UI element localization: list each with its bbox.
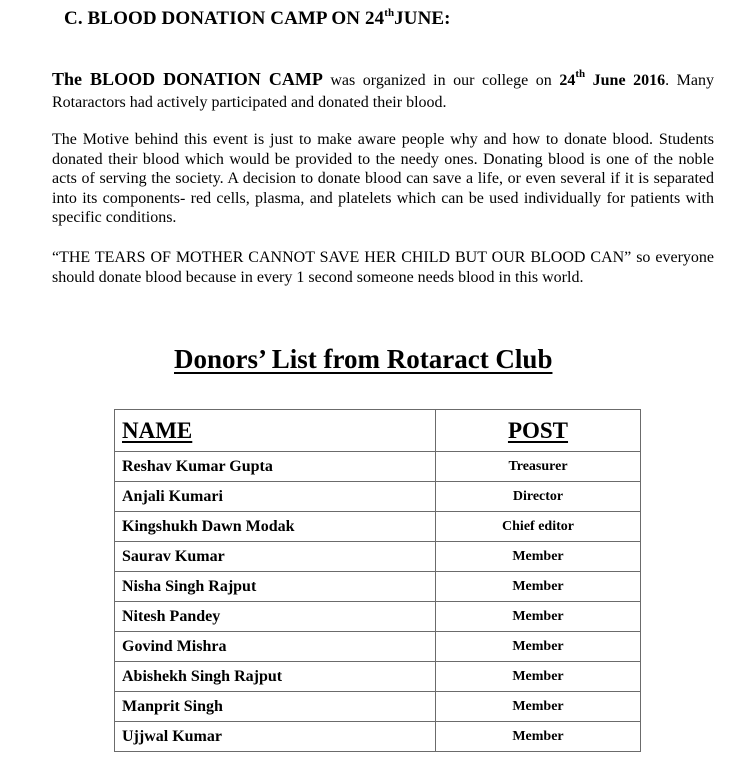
- donor-name-cell: Abishekh Singh Rajput: [115, 662, 436, 692]
- event-date-superscript: th: [575, 68, 586, 80]
- table-row: [115, 692, 641, 722]
- donor-list-title: Donors’ List from Rotaract Club: [174, 344, 553, 374]
- donor-post-cell: Member: [436, 602, 641, 632]
- donor-post-cell: Chief editor: [436, 512, 641, 542]
- event-date: [559, 68, 666, 89]
- donor-post-cell: Member: [436, 722, 641, 752]
- donor-post-cell: Member: [436, 632, 641, 662]
- event-date-day: 24: [559, 72, 576, 89]
- donor-post-cell: Member: [436, 692, 641, 722]
- table-row: [115, 482, 641, 512]
- table-row: [115, 722, 641, 752]
- intro-text-a: was organized in our college on: [322, 72, 560, 89]
- motive-paragraph: The Motive behind this event is just to make aware people why and how to donate blood. Students donated their blood which would be provided to the needy ones. Donating blood is one of the noble acts of serving the society. A decision to donate blood can save a life, or even several if it is separated into its components- red cells, plasma, and platelets which can be used individually for patients with specific conditions.: [52, 131, 714, 226]
- post-column-header: POST: [436, 410, 641, 452]
- event-name: The BLOOD DONATION CAMP: [52, 69, 323, 89]
- table-row: [115, 512, 641, 542]
- table-header-row: [115, 410, 641, 452]
- donor-name-cell: Govind Mishra: [115, 632, 436, 662]
- event-date-rest: June 2016: [585, 72, 666, 89]
- heading-prefix: C. BLOOD DONATION CAMP ON 24: [64, 8, 385, 29]
- table-row: [115, 452, 641, 482]
- section-heading: [64, 8, 451, 30]
- table-row: [115, 602, 641, 632]
- quote-paragraph: “THE TEARS OF MOTHER CANNOT SAVE HER CHILD BUT OUR BLOOD CAN” so everyone should donate blood because in every 1 second someone needs blood in this world.: [52, 249, 714, 286]
- donor-name-cell: Manprit Singh: [115, 692, 436, 722]
- donor-name-cell: Ujjwal Kumar: [115, 722, 436, 752]
- table-row: [115, 632, 641, 662]
- heading-superscript: th: [384, 7, 395, 19]
- table-row: [115, 572, 641, 602]
- table-row: [115, 662, 641, 692]
- intro-text-b: . Many Rotaractors had actively participated and donated their blood.: [52, 72, 714, 111]
- donor-post-cell: Treasurer: [436, 452, 641, 482]
- donor-post-cell: Director: [436, 482, 641, 512]
- donor-name-cell: Anjali Kumari: [115, 482, 436, 512]
- donor-name-cell: Nitesh Pandey: [115, 602, 436, 632]
- donor-post-cell: Member: [436, 662, 641, 692]
- name-column-header: NAME: [115, 410, 436, 452]
- donor-name-cell: Saurav Kumar: [115, 542, 436, 572]
- donor-post-cell: Member: [436, 542, 641, 572]
- donor-name-cell: Kingshukh Dawn Modak: [115, 512, 436, 542]
- donor-table: [114, 409, 641, 752]
- donor-post-cell: Member: [436, 572, 641, 602]
- donor-name-cell: Nisha Singh Rajput: [115, 572, 436, 602]
- heading-suffix: JUNE:: [394, 8, 451, 29]
- table-row: [115, 542, 641, 572]
- donor-name-cell: Reshav Kumar Gupta: [115, 452, 436, 482]
- intro-paragraph: [52, 70, 714, 112]
